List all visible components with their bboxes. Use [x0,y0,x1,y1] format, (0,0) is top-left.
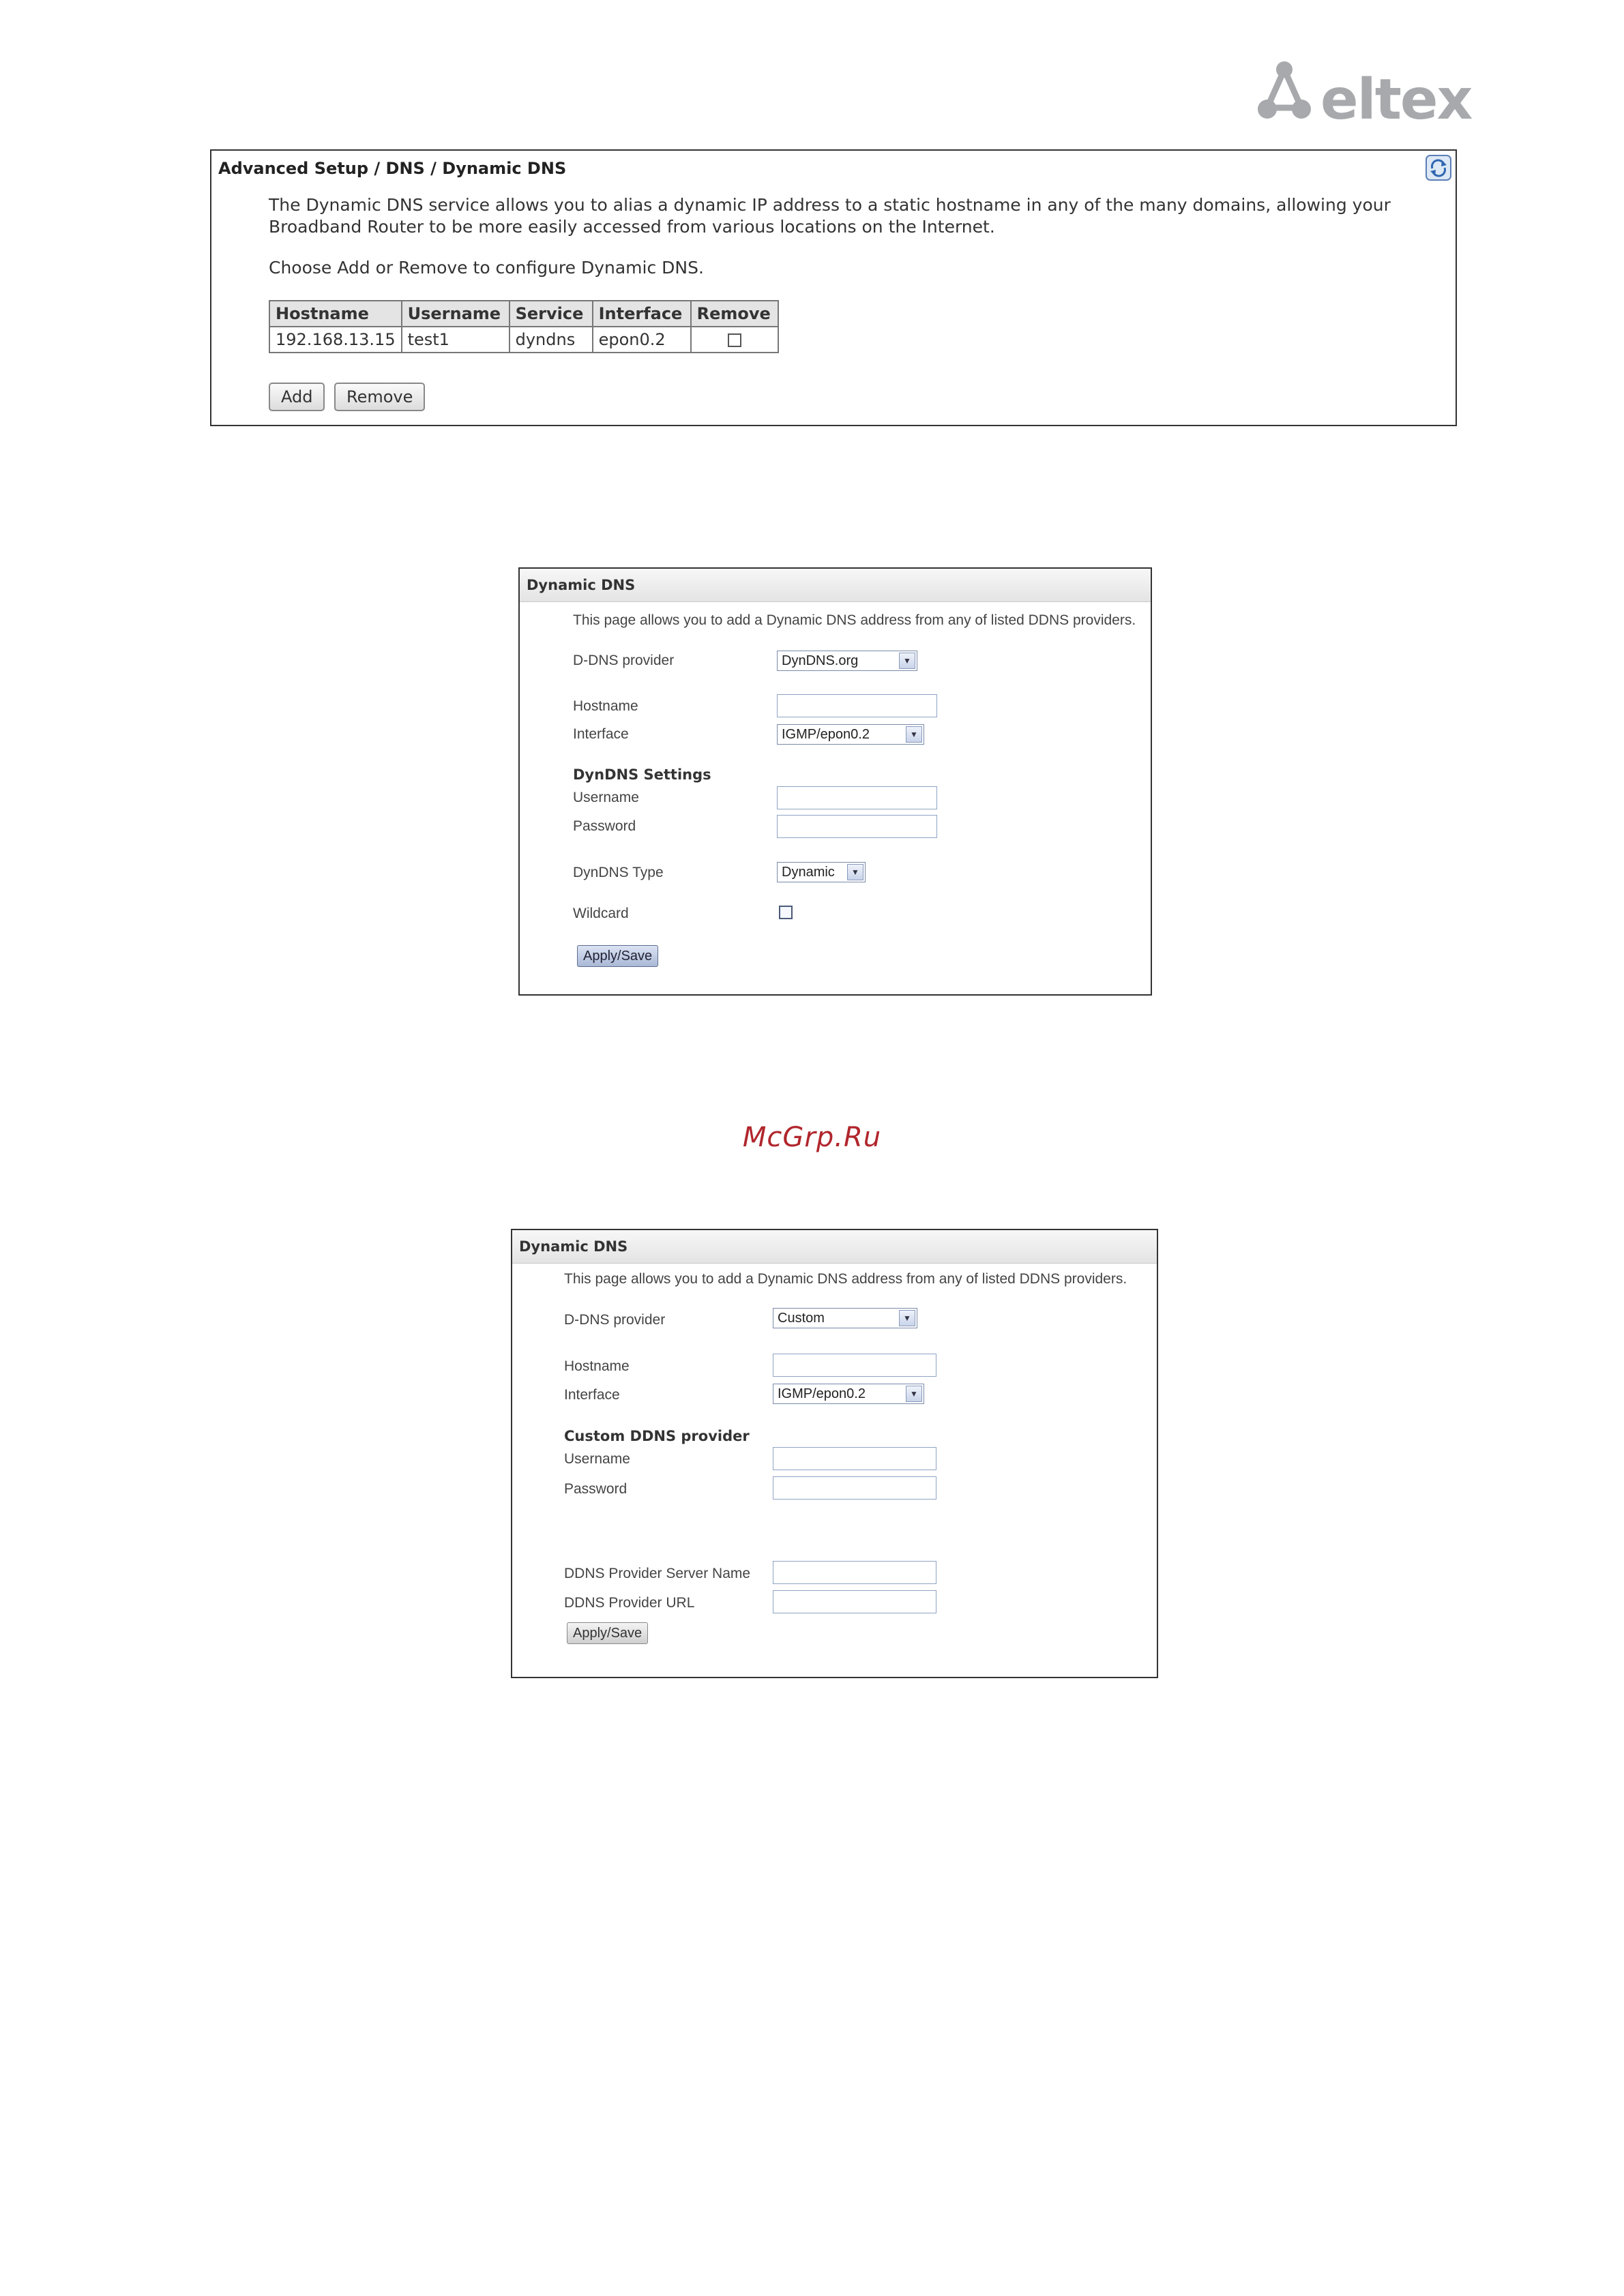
cell-remove [691,327,778,353]
instructions-text: Choose Add or Remove to configure Dynamic DNS. [269,258,704,278]
username-label: Username [573,790,639,805]
interface-label: Interface [573,726,629,742]
description-text: The Dynamic DNS service allows you to alias a dynamic IP address to a static hostname in any of the many domains, allowing your Broadband Router to be more easily accessed from various locations on the Internet. [269,195,1391,237]
provider-label: D-DNS provider [564,1312,666,1328]
col-interface: Interface [593,301,691,327]
ddns-table [269,300,779,353]
col-username: Username [402,301,510,327]
col-hostname: Hostname [269,301,402,327]
section-title: Custom DDNS provider [564,1428,750,1444]
chevron-down-icon: ▼ [899,1310,915,1326]
dyndns-form-panel [518,567,1152,996]
cell-username: test1 [402,327,510,353]
url-input[interactable] [773,1590,936,1613]
interface-select-value: IGMP/epon0.2 [782,727,870,742]
password-input[interactable] [773,1476,936,1500]
hostname-input[interactable] [773,1354,936,1377]
password-input[interactable] [777,815,937,838]
hostname-input[interactable] [777,694,937,717]
page-title: Advanced Setup / DNS / Dynamic DNS [218,159,567,178]
form-title: Dynamic DNS [512,1230,1157,1264]
apply-save-button[interactable]: Apply/Save [567,1622,648,1644]
provider-select-value: DynDNS.org [782,653,859,668]
username-label: Username [564,1451,630,1467]
wildcard-label: Wildcard [573,906,629,921]
custom-ddns-form-panel [511,1229,1158,1678]
hostname-label: Hostname [564,1358,630,1374]
form-intro: This page allows you to add a Dynamic DNS address from any of listed DDNS providers. [564,1271,1127,1287]
wildcard-checkbox[interactable] [779,906,793,919]
cell-interface: epon0.2 [593,327,691,353]
provider-label: D-DNS provider [573,653,675,668]
type-select-value: Dynamic [782,865,835,880]
provider-select-value: Custom [778,1311,825,1326]
svg-text:eltex: eltex [1320,68,1472,128]
apply-save-button[interactable]: Apply/Save [577,945,658,967]
interface-select-value: IGMP/epon0.2 [778,1386,866,1401]
interface-select[interactable] [777,724,924,745]
type-select[interactable] [777,862,866,882]
col-remove: Remove [691,301,778,327]
form-intro: This page allows you to add a Dynamic DNS address from any of listed DDNS providers. [573,612,1136,628]
remove-button[interactable]: Remove [334,383,425,411]
username-input[interactable] [773,1447,936,1470]
dynamic-dns-list-panel [210,149,1457,426]
chevron-down-icon: ▼ [906,1386,922,1402]
watermark: McGrp.Ru [742,1122,882,1153]
hostname-label: Hostname [573,698,638,714]
col-service: Service [510,301,593,327]
refresh-icon[interactable] [1426,155,1451,181]
password-label: Password [564,1481,628,1497]
add-button[interactable]: Add [269,383,325,411]
server-name-label: DDNS Provider Server Name [564,1566,751,1581]
interface-label: Interface [564,1387,620,1403]
cell-hostname: 192.168.13.15 [269,327,402,353]
eltex-logo-graphic [1254,60,1506,128]
form-title: Dynamic DNS [520,569,1151,602]
section-title: DynDNS Settings [573,766,711,783]
eltex-logo [1254,60,1506,128]
provider-select[interactable] [777,651,917,671]
cell-service: dyndns [510,327,593,353]
provider-select[interactable] [773,1308,917,1328]
chevron-down-icon: ▼ [899,653,915,669]
chevron-down-icon: ▼ [906,726,922,743]
chevron-down-icon: ▼ [847,864,863,880]
password-label: Password [573,818,636,834]
interface-select[interactable] [773,1384,924,1404]
username-input[interactable] [777,786,937,809]
server-name-input[interactable] [773,1561,936,1584]
type-label: DynDNS Type [573,865,664,880]
remove-checkbox[interactable] [728,333,741,347]
table-row [269,327,778,353]
url-label: DDNS Provider URL [564,1595,695,1611]
